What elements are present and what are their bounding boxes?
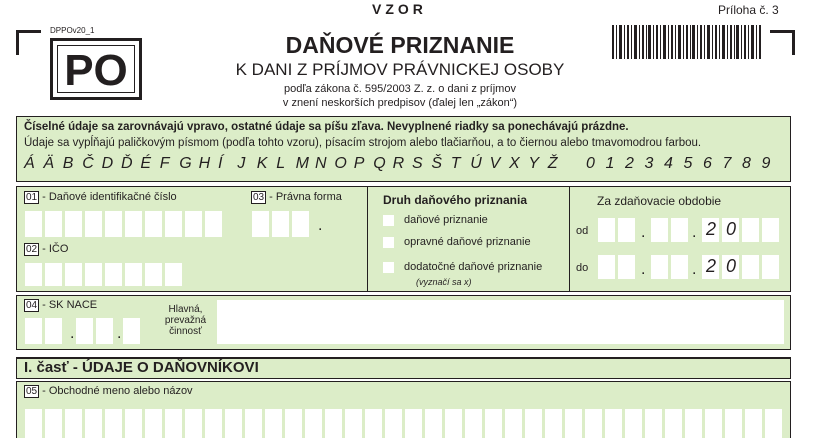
tax-id-cell[interactable] <box>185 211 202 237</box>
period-from-cell[interactable] <box>671 218 688 242</box>
company-name-cell[interactable] <box>405 409 422 438</box>
corner-mark-left <box>16 30 41 55</box>
field-01-label: 01 - Daňové identifikačné číslo <box>26 191 177 203</box>
period-to-cell[interactable] <box>762 255 779 279</box>
tax-id-cell[interactable] <box>105 211 122 237</box>
company-name-cell[interactable] <box>225 409 242 438</box>
company-name-cell[interactable] <box>745 409 762 438</box>
barcode <box>612 25 762 59</box>
sample-letter: X <box>509 155 520 172</box>
company-name-cell[interactable] <box>245 409 262 438</box>
period-to-cell[interactable] <box>742 255 759 279</box>
company-name-cell[interactable] <box>505 409 522 438</box>
legal-form-dot: . <box>318 217 323 234</box>
period-from-cell[interactable] <box>762 218 779 242</box>
tax-id-cell[interactable] <box>165 211 182 237</box>
company-name-cell[interactable] <box>365 409 382 438</box>
company-name-cell[interactable] <box>525 409 542 438</box>
sample-digit: 3 <box>644 155 654 172</box>
company-id-cell[interactable] <box>125 263 142 286</box>
company-name-cell[interactable] <box>485 409 502 438</box>
sample-digit: 8 <box>742 155 751 172</box>
company-name-cell[interactable] <box>425 409 442 438</box>
company-name-cell[interactable] <box>205 409 222 438</box>
sample-letter: S <box>412 155 423 172</box>
return-type-note: (vyznačí sa x) <box>416 277 472 287</box>
period-dot: . <box>692 261 697 278</box>
period-to-cell[interactable] <box>618 255 635 279</box>
sample-digit: 5 <box>683 155 693 172</box>
sample-letter: Q <box>373 155 386 172</box>
sample-letter: Ď <box>121 155 133 172</box>
company-id-cell[interactable] <box>145 263 162 286</box>
nace-cell[interactable] <box>123 318 140 344</box>
tax-id-cell[interactable] <box>85 211 102 237</box>
company-name-cell[interactable] <box>325 409 342 438</box>
tax-id-cell[interactable] <box>65 211 82 237</box>
company-name-cell[interactable] <box>185 409 202 438</box>
instructions-line-2: Údaje sa vypĺňajú paličkovým písmom (podľa tohto vzoru), písacím strojom alebo tlačiarňou, a to čiernou alebo tmavomodrou farbou. <box>24 137 702 149</box>
sample-letter: L <box>276 155 286 172</box>
company-id-cell[interactable] <box>25 263 42 286</box>
period-year-prefix-digit: 2 <box>706 219 717 239</box>
company-name-cell[interactable] <box>85 409 102 438</box>
company-name-cell[interactable] <box>545 409 562 438</box>
nace-cell[interactable] <box>45 318 62 344</box>
sample-letter: Y <box>528 155 540 172</box>
tax-id-cell[interactable] <box>125 211 142 237</box>
return-type-regular-label: daňové priznanie <box>404 214 488 226</box>
sample-letter: O <box>334 155 347 172</box>
field-02-number: 02 <box>26 244 38 255</box>
company-name-cell[interactable] <box>465 409 482 438</box>
tax-id-cell[interactable] <box>145 211 162 237</box>
field-01-number: 01 <box>26 192 38 203</box>
nace-cell[interactable] <box>76 318 93 344</box>
company-name-cell[interactable] <box>605 409 622 438</box>
tax-id-cell[interactable] <box>45 211 62 237</box>
nace-cell[interactable] <box>25 318 42 344</box>
nace-dot-2: . <box>117 325 122 342</box>
company-name-cell[interactable] <box>65 409 82 438</box>
company-name-cell[interactable] <box>45 409 62 438</box>
field-04-label: 04 - SK NACE <box>26 299 98 311</box>
return-type-corrective-label: opravné daňové priznanie <box>404 236 531 248</box>
sample-letter: K <box>256 155 268 172</box>
sample-letter: Š <box>431 155 443 172</box>
instructions-line-1: Číselné údaje sa zarovnávajú vpravo, ostatné údaje sa píšu zľava. Nevyplnené riadky sa ponechávajú prázdne. <box>24 121 629 133</box>
sample-digit: 7 <box>722 155 732 172</box>
sample-digit: 4 <box>664 155 673 172</box>
sample-digit: 2 <box>625 155 634 172</box>
company-id-cell[interactable] <box>85 263 102 286</box>
company-name-cell[interactable] <box>345 409 362 438</box>
period-from-cell[interactable] <box>742 218 759 242</box>
sample-digit: 6 <box>703 155 712 172</box>
appendix-label: Príloha č. 3 <box>718 3 779 17</box>
sample-letter: P <box>353 155 365 172</box>
section-1-title: I. časť - ÚDAJE O DAŇOVNÍKOVI <box>24 359 259 376</box>
company-name-cell[interactable] <box>125 409 142 438</box>
company-name-cell[interactable] <box>385 409 402 438</box>
return-type-title: Druh daňového priznania <box>383 193 528 207</box>
return-type-supplementary-label: dodatočné daňové priznanie <box>404 261 543 273</box>
legal-form-cell[interactable] <box>292 211 309 237</box>
sample-letter: N <box>315 155 327 172</box>
company-name-cell[interactable] <box>445 409 462 438</box>
tax-period-title: Za zdaňovacie obdobie <box>597 194 722 208</box>
period-year-prefix-digit: 2 <box>706 256 717 276</box>
return-type-regular-checkbox[interactable] <box>383 215 394 226</box>
return-type-corrective-checkbox[interactable] <box>383 237 394 248</box>
field-02-label: 02 - IČO <box>26 243 69 255</box>
legal-form-cell[interactable] <box>252 211 269 237</box>
sample-letter: V <box>489 155 501 172</box>
company-name-cell[interactable] <box>665 409 682 438</box>
field-03-label: 03 - Právna forma <box>253 191 342 203</box>
company-name-cell[interactable] <box>25 409 42 438</box>
company-name-cell[interactable] <box>265 409 282 438</box>
company-name-cell[interactable] <box>585 409 602 438</box>
sample-letter: B <box>62 155 74 172</box>
period-from-cell[interactable] <box>598 218 615 242</box>
period-year-prefix-digit: 0 <box>726 219 737 239</box>
sample-letter: G <box>179 155 192 172</box>
return-type-supplementary-checkbox[interactable] <box>383 262 394 273</box>
period-dot: . <box>692 224 697 241</box>
main-activity-input[interactable] <box>217 300 784 344</box>
divider <box>569 186 570 292</box>
company-name-cell[interactable] <box>305 409 322 438</box>
page-subtitle: K DANI Z PRÍJMOV PRÁVNICKEJ OSOBY <box>235 60 565 79</box>
period-dot: . <box>641 261 646 278</box>
sample-letter: Ä <box>43 155 55 172</box>
company-name-cell[interactable] <box>705 409 722 438</box>
company-name-cell[interactable] <box>565 409 582 438</box>
law-line-2: v znení neskorších predpisov (ďalej len „zákon“) <box>282 97 518 109</box>
field-05-label: 05 - Obchodné meno alebo názov <box>26 385 193 397</box>
po-label: PO <box>64 46 128 95</box>
sample-characters <box>24 155 784 177</box>
company-name-cell[interactable] <box>165 409 182 438</box>
period-to-cell[interactable] <box>598 255 615 279</box>
corner-mark-right <box>770 30 795 55</box>
company-name-cell[interactable] <box>145 409 162 438</box>
law-line-1: podľa zákona č. 595/2003 Z. z. o dani z príjmov <box>284 83 516 95</box>
period-to-label: do <box>576 262 589 274</box>
form-code: DPPOv20_1 <box>50 26 95 35</box>
sample-letter: Č <box>82 155 94 172</box>
company-name-cell[interactable] <box>685 409 702 438</box>
company-name-cell[interactable] <box>765 409 782 438</box>
company-id-cell[interactable] <box>165 263 182 286</box>
sample-letter: D <box>101 155 114 172</box>
sample-letter: J <box>237 155 246 172</box>
vzor-label: VZOR <box>372 1 427 17</box>
sample-letter: M <box>295 155 309 172</box>
sample-digit: 0 <box>586 155 595 172</box>
company-name-cell[interactable] <box>285 409 302 438</box>
nace-cell[interactable] <box>96 318 113 344</box>
sample-letter: Á <box>24 155 35 172</box>
sample-digit: 1 <box>605 155 615 172</box>
sample-letter: H <box>198 155 211 172</box>
sample-letter: F <box>159 155 170 172</box>
period-from-cell[interactable] <box>618 218 635 242</box>
period-dot: . <box>641 224 646 241</box>
sample-letter: T <box>450 155 461 172</box>
sample-letter: R <box>392 155 405 172</box>
company-name-cell[interactable] <box>725 409 742 438</box>
period-from-label: od <box>576 225 589 237</box>
tax-id-cell[interactable] <box>25 211 42 237</box>
field-05-number: 05 <box>26 386 38 397</box>
company-id-cell[interactable] <box>65 263 82 286</box>
company-name-cell[interactable] <box>645 409 662 438</box>
field-04-number: 04 <box>26 300 38 311</box>
period-to-cell[interactable] <box>651 255 668 279</box>
field-03-number: 03 <box>253 192 265 203</box>
sample-letter: Ú <box>470 155 482 172</box>
period-from-cell[interactable] <box>651 218 668 242</box>
period-to-cell[interactable] <box>671 255 688 279</box>
tax-id-cell[interactable] <box>205 211 222 237</box>
divider <box>367 186 368 292</box>
company-id-cell[interactable] <box>105 263 122 286</box>
company-name-cell[interactable] <box>105 409 122 438</box>
page-title: DAŇOVÉ PRIZNANIE <box>285 32 515 58</box>
period-year-prefix-digit: 0 <box>726 256 737 276</box>
main-activity-label: Hlavná, prevažná činnosť <box>164 304 207 337</box>
company-id-cell[interactable] <box>45 263 62 286</box>
legal-form-cell[interactable] <box>272 211 289 237</box>
sample-letter: É <box>140 155 152 172</box>
nace-dot-1: . <box>70 325 75 342</box>
po-box <box>50 38 142 100</box>
sample-digit: 9 <box>761 155 771 172</box>
company-name-cell[interactable] <box>625 409 642 438</box>
sample-letter: Í <box>218 155 223 172</box>
sample-letter: Ž <box>547 155 558 172</box>
